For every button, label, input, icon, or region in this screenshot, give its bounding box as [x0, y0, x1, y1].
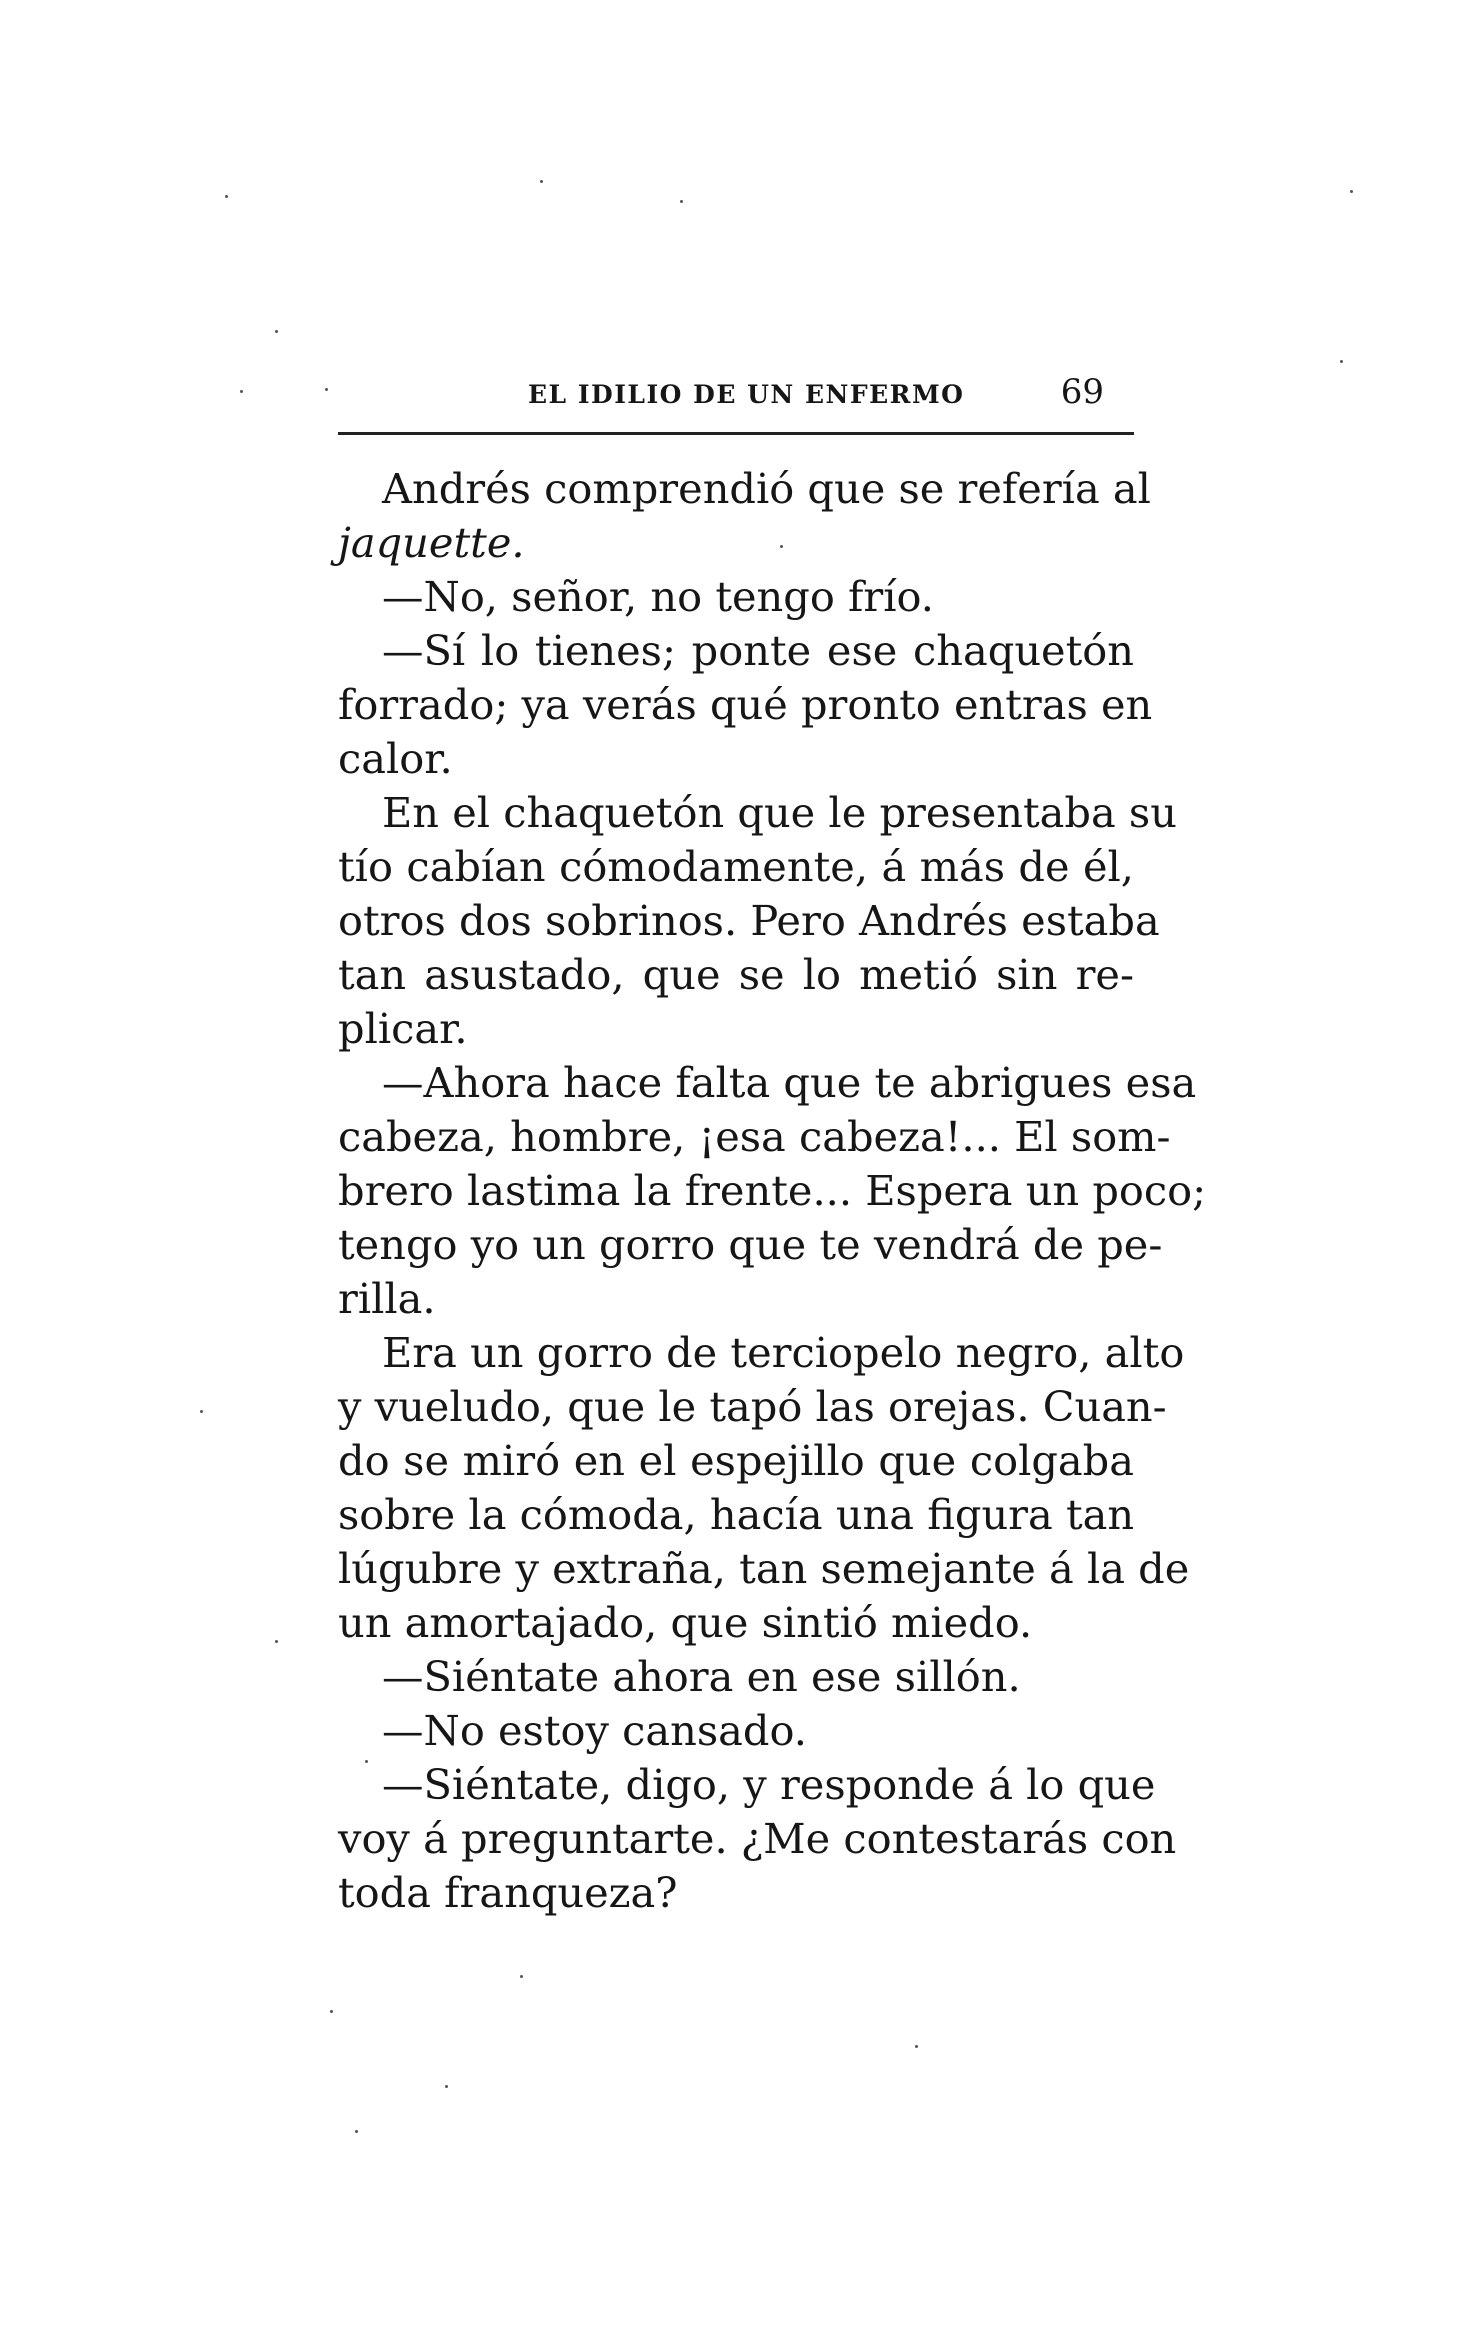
- text-line: do se miró en el espejillo que colgaba: [338, 1436, 1134, 1485]
- text-line: calor.: [338, 734, 453, 783]
- text-line: cabeza, hombre, ¡esa cabeza!... El som-: [338, 1112, 1171, 1161]
- text-line: Andrés comprendió que se refería al: [382, 464, 1151, 513]
- dust-speck: [365, 1760, 368, 1763]
- dust-speck: [330, 2010, 333, 2013]
- dust-speck: [355, 2130, 358, 2133]
- text-line: brero lastima la frente... Espera un poco;: [338, 1166, 1207, 1215]
- text-line: y vueludo, que le tapó las orejas. Cuan-: [338, 1382, 1167, 1431]
- dust-speck: [225, 195, 228, 198]
- text-line: jaquette.: [338, 518, 525, 567]
- text-line: toda franqueza?: [338, 1868, 678, 1917]
- text-line: lúgubre y extraña, tan semejante á la de: [338, 1544, 1190, 1593]
- page-number: 69: [1060, 372, 1104, 412]
- book-page: [338, 370, 1207, 1917]
- text-line: —No estoy cansado.: [382, 1706, 807, 1755]
- text-line: —Siéntate ahora en ese sillón.: [382, 1652, 1021, 1701]
- text-line: otros dos sobrinos. Pero Andrés estaba: [338, 896, 1160, 945]
- text-line: tan asustado, que se lo metió sin re-: [338, 950, 1134, 999]
- dust-speck: [540, 180, 543, 183]
- dust-speck: [200, 1410, 203, 1413]
- text-line: tío cabían cómodamente, á más de él,: [338, 842, 1134, 891]
- body-text: [338, 462, 1207, 1920]
- text-line: tengo yo un gorro que te vendrá de pe-: [338, 1220, 1163, 1269]
- text-line: —Ahora hace falta que te abrigues esa: [382, 1058, 1197, 1107]
- text-line: En el chaquetón que le presentaba su: [382, 788, 1177, 837]
- text-line: —Siéntate, digo, y responde á lo que: [382, 1760, 1156, 1809]
- dust-speck: [275, 330, 278, 333]
- dust-speck: [240, 390, 243, 393]
- dust-speck: [325, 388, 328, 391]
- running-head: [338, 370, 1134, 418]
- text-line: voy á preguntarte. ¿Me contestarás con: [338, 1814, 1177, 1863]
- header-rule: [338, 432, 1134, 435]
- text-line: Era un gorro de terciopelo negro, alto: [382, 1328, 1185, 1377]
- text-line: —No, señor, no tengo frío.: [382, 572, 934, 621]
- dust-speck: [1350, 190, 1353, 193]
- dust-speck: [520, 1975, 523, 1978]
- text-line: rilla.: [338, 1274, 436, 1323]
- dust-speck: [275, 1640, 278, 1643]
- dust-speck: [680, 200, 683, 203]
- text-line: sobre la cómoda, hacía una figura tan: [338, 1490, 1135, 1539]
- dust-speck: [1340, 360, 1343, 363]
- dust-speck: [445, 2085, 448, 2088]
- text-line: un amortajado, que sintió miedo.: [338, 1598, 1033, 1647]
- dust-speck: [915, 2045, 918, 2048]
- text-line: plicar.: [338, 1004, 468, 1053]
- text-line: forrado; ya verás qué pronto entras en: [338, 680, 1153, 729]
- dust-speck: [780, 545, 783, 548]
- running-title: EL IDILIO DE UN ENFERMO: [528, 380, 965, 409]
- text-line: —Sí lo tienes; ponte ese chaquetón: [382, 626, 1134, 675]
